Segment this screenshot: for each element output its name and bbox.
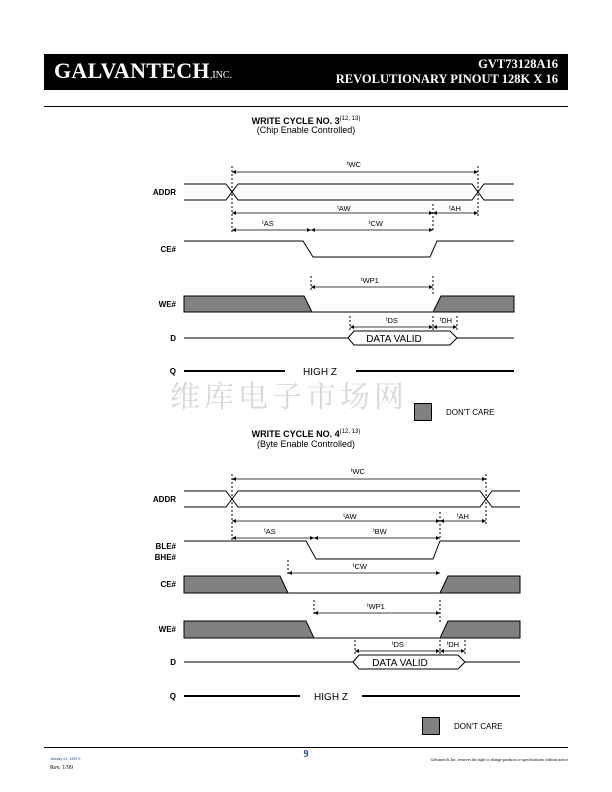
footer-disclaimer: Galvantech, Inc. reserves the right to change products or specifications without notice xyxy=(430,757,568,762)
watermark: 维库电子市场网 xyxy=(170,380,408,415)
page-number: 9 xyxy=(303,749,309,760)
cycle4-data-valid-text: DATA VALID xyxy=(372,658,428,669)
cycle4-timing-diagram xyxy=(0,460,612,710)
cycle3-tas-label: $^t$AS xyxy=(262,219,274,228)
cycle4-twc-label: $^t$WC xyxy=(351,467,365,476)
footer-rule xyxy=(44,747,568,748)
cycle4-tds-label: $^t$DS xyxy=(392,640,404,649)
cycle3-title-text: WRITE CYCLE NO. 3 xyxy=(251,116,340,126)
dont-care-swatch xyxy=(422,717,440,735)
cycle3-legend xyxy=(414,403,495,421)
cycle4-ce-dontcare-right xyxy=(440,576,520,593)
cycle3-label-d: D xyxy=(170,334,176,343)
footer-revision: Rev. 1/99 xyxy=(50,765,73,771)
cycle4-we-dontcare-right xyxy=(440,621,520,638)
cycle3-tah-label: $^t$AH xyxy=(449,204,461,213)
cycle3-notes: (12, 13) xyxy=(339,116,361,122)
cycle4-title-text: WRITE CYCLE NO. 4 xyxy=(251,429,340,439)
cycle3-taw-label: $^t$AW xyxy=(337,204,351,213)
cycle4-tah-label: $^t$AH xyxy=(457,512,469,521)
footer-date: January 21, 1999 © xyxy=(50,757,81,761)
cycle4-label-we: WE# xyxy=(158,625,176,634)
cycle4-label-ce: CE# xyxy=(160,580,176,589)
cycle3-we-dontcare-right xyxy=(433,296,514,312)
company-logo xyxy=(54,58,232,84)
cycle3-tds-label: $^t$DS xyxy=(386,316,398,325)
cycle3-twp1-label: $^t$WP1 xyxy=(361,276,379,285)
cycle4-we-dontcare-left xyxy=(184,621,314,638)
cycle4-ce-dontcare-left xyxy=(184,576,288,593)
cycle3-twc-label: $^t$WC xyxy=(347,160,361,169)
cycle4-addr-waveform-bottom xyxy=(184,499,520,507)
cycle3-ce-waveform xyxy=(184,241,514,257)
cycle4-label-d: D xyxy=(170,658,176,667)
cycle4-legend-label: DON'T CARE xyxy=(454,721,503,731)
cycle4-twp1-label: $^t$WP1 xyxy=(367,602,385,611)
cycle4-legend xyxy=(422,717,503,735)
dont-care-swatch xyxy=(414,403,432,421)
cycle3-tdh-label: $^t$DH xyxy=(439,316,453,325)
cycle4-addr-waveform-top xyxy=(184,491,520,499)
logo-text: GALVANTECH xyxy=(54,58,210,83)
page-header xyxy=(44,54,568,90)
cycle3-data-valid-text: DATA VALID xyxy=(366,334,422,345)
part-number: GVT73128A16 xyxy=(478,57,558,71)
cycle4-high-z-text: HIGH Z xyxy=(314,692,348,703)
cycle4-taw-label: $^t$AW xyxy=(343,512,357,521)
cycle3-subtitle: (Chip Enable Controlled) xyxy=(256,125,356,135)
cycle3-high-z-text: HIGH Z xyxy=(303,367,337,378)
cycle3-addr-waveform-top xyxy=(184,184,514,192)
cycle3-label-ce: CE# xyxy=(160,245,176,254)
cycle4-notes: (12, 13) xyxy=(339,429,361,435)
header-rule xyxy=(44,106,568,107)
cycle4-label-addr: ADDR xyxy=(152,495,176,504)
cycle3-timing-diagram xyxy=(0,150,612,382)
cycle3-label-we: WE# xyxy=(158,300,176,309)
cycle4-label-q: Q xyxy=(169,692,176,701)
cycle4-ble-bhe-waveform xyxy=(184,541,520,559)
logo-suffix: ,INC. xyxy=(209,70,233,81)
cycle3-tcw-label: $^t$CW xyxy=(369,219,383,228)
cycle3-label-addr: ADDR xyxy=(152,188,176,197)
cycle4-label-bhe: BHE# xyxy=(154,553,176,562)
cycle3-legend-label: DON'T CARE xyxy=(446,407,495,417)
cycle3-we-dontcare-left xyxy=(184,296,312,312)
cycle4-tas-label: $^t$AS xyxy=(264,527,276,536)
cycle4-subtitle: (Byte Enable Controlled) xyxy=(256,439,356,449)
cycle3-label-q: Q xyxy=(169,367,176,376)
cycle4-label-ble: BLE# xyxy=(155,542,176,551)
cycle4-tbw-label: $^t$BW xyxy=(373,527,387,536)
cycle4-tdh-label: $^t$DH xyxy=(446,640,460,649)
cycle4-tcw-label: $^t$CW xyxy=(353,562,367,571)
datasheet-subtitle: REVOLUTIONARY PINOUT 128K X 16 xyxy=(335,72,558,86)
cycle3-addr-waveform-bottom xyxy=(184,192,514,200)
